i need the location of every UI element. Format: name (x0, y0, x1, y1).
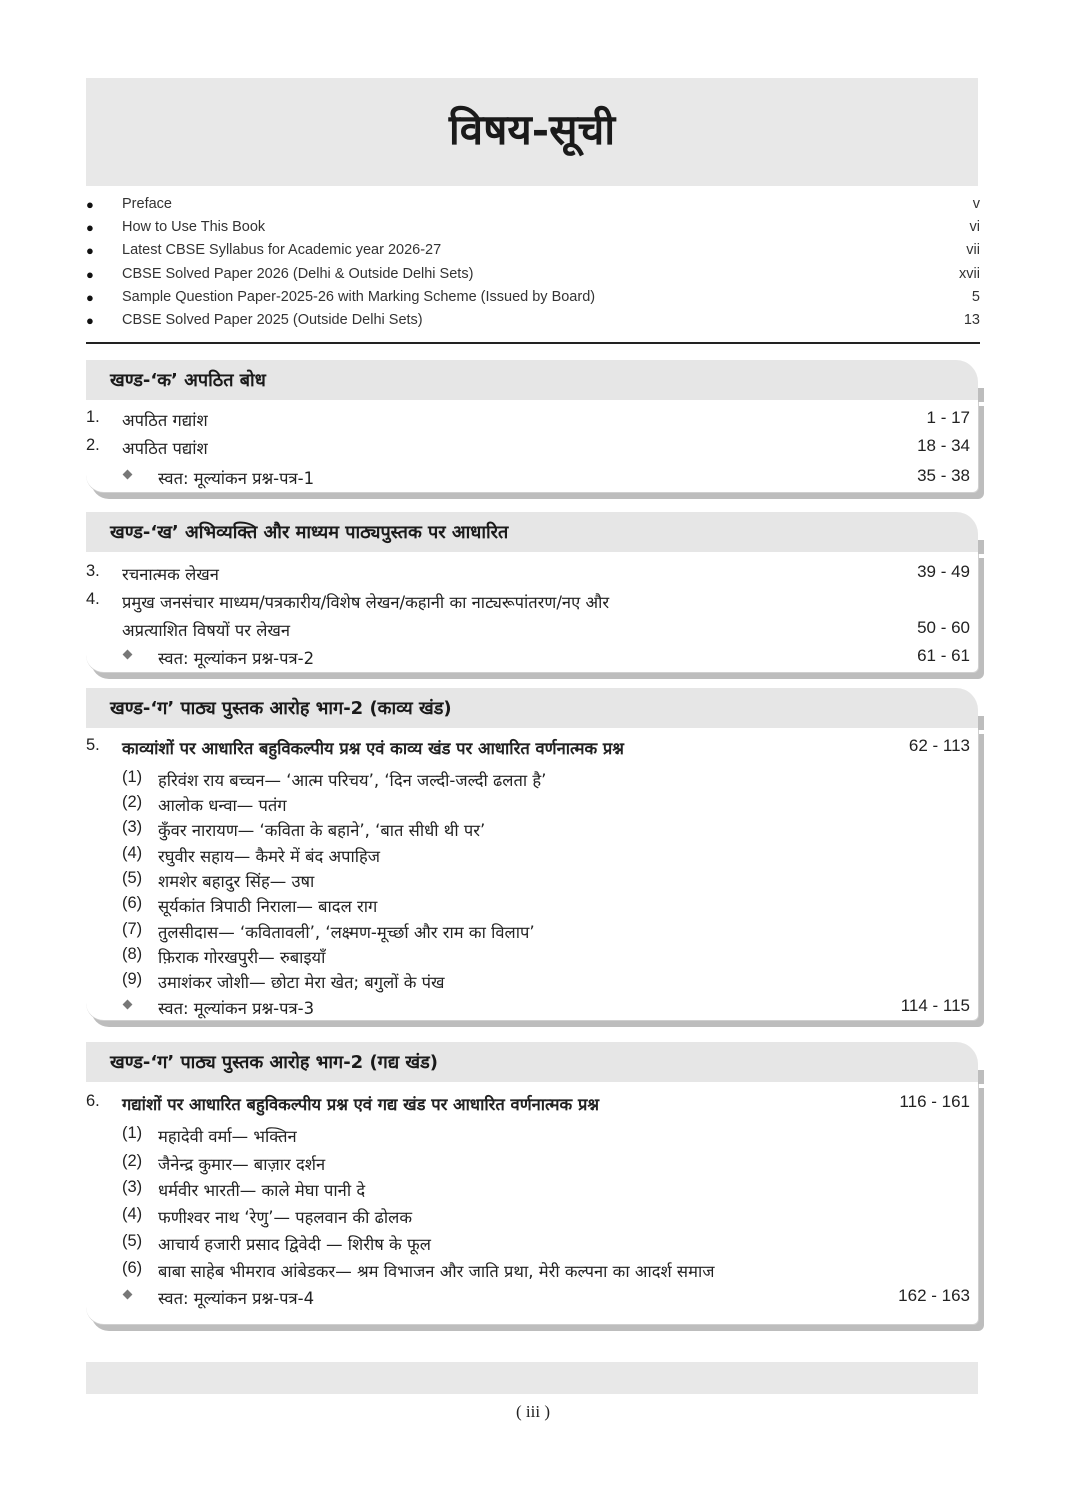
bullet-icon: ● (86, 266, 94, 282)
section-header (86, 1042, 978, 1082)
section-header (86, 360, 978, 400)
diamond-icon (123, 650, 133, 660)
prelim-item: ● CBSE Solved Paper 2026 (Delhi & Outside Delhi Sets) xvii (86, 265, 980, 282)
prelim-item: ● Latest CBSE Syllabus for Academic year 2026-27 vii (86, 242, 980, 259)
page-number: ( iii ) (516, 1402, 550, 1421)
section-ga-kavya (86, 688, 978, 1018)
prelim-item: ● How to Use This Book vi (86, 219, 980, 236)
section-title: खण्ड-‘क’ अपठित बोध (110, 370, 266, 391)
diamond-icon (123, 470, 133, 480)
bullet-icon: ● (86, 289, 94, 305)
bullet-icon: ● (86, 312, 94, 328)
page-title: विषय-सूची (448, 105, 616, 154)
bullet-icon: ● (86, 243, 94, 259)
section-body: 3. रचनात्मक लेखन 39 - 49 4. प्रमुख जनसंचार माध्यम/पत्रकारीय/विशेष लेखन/कहानी का नाट्यरूपांतरण/नए और अप्रत्याशित विषयों पर लेखन 50 - 60 स्वत: मूल्यांकन प्रश्न-पत्र-2 61 - 61 (86, 552, 979, 673)
section-ga-gadya (86, 1042, 978, 1308)
divider (86, 342, 980, 344)
footer-band (86, 1362, 978, 1394)
section-header (86, 688, 978, 728)
section-title: खण्ड-‘ख’ अभिव्यक्ति और माध्यम पाठ्यपुस्तक पर आधारित (110, 522, 509, 543)
bullet-icon: ● (86, 197, 94, 212)
section-kha (86, 512, 978, 668)
prelim-item: ● CBSE Solved Paper 2025 (Outside Delhi Sets) 13 (86, 311, 980, 328)
diamond-icon (123, 1290, 133, 1300)
prelim-item: ● Preface v (86, 196, 980, 212)
section-body: 5. काव्यांशों पर आधारित बहुविकल्पीय प्रश्न एवं काव्य खंड पर आधारित वर्णनात्मक प्रश्न 62 - 113 (1) हरिवंश राय बच्चन— ‘आत्म परिचय’, ‘दिन जल्दी-जल्दी ढलता है’ (2) आलोक धन्वा— पतंग (3) कुँवर नारायण— ‘कविता के बहाने’, ‘बात सीधी थी पर’ (4) रघुवीर सहाय— कैमरे में बंद अपाहिज (5) शमशेर बहादुर सिंह— उषा (6) सूर्यकांत त्रिपाठी निराला— बादल राग (7) तुलसीदास— ‘कवितावली’, ‘लक्ष्मण-मूर्च्छा और राम का विलाप’ (8) फ़िराक गोरखपुरी— रुबाइयाँ (9) उमाशंकर जोशी— छोटा मेरा खेत; बगुलों के पंख स्वत: मूल्यांकन प्रश्न-पत्र-3 114 - 115 (86, 728, 979, 1021)
section-title: खण्ड-‘ग’ पाठ्य पुस्तक आरोह भाग-2 (काव्य खंड) (110, 698, 452, 719)
diamond-icon (123, 1000, 133, 1010)
section-body: 6. गद्यांशों पर आधारित बहुविकल्पीय प्रश्न एवं गद्य खंड पर आधारित वर्णनात्मक प्रश्न 116 - 161 (1) महादेवी वर्मा— भक्तिन (2) जैनेन्द्र कुमार— बाज़ार दर्शन (3) धर्मवीर भारती— काले मेघा पानी दे (4) फणीश्वर नाथ ‘रेणु’— पहलवान की ढोलक (5) आचार्य हजारी प्रसाद द्विवेदी — शिरीष के फूल (6) बाबा साहेब भीमराव आंबेडकर— श्रम विभाजन और जाति प्रथा, मेरी कल्पना का आदर्श समाज स्वत: मूल्यांकन प्रश्न-पत्र-4 162 - 163 (86, 1082, 979, 1325)
section-body: 1. अपठित गद्यांश 1 - 17 2. अपठित पद्यांश 18 - 34 स्वत: मूल्यांकन प्रश्न-पत्र-1 35 - 38 (86, 400, 979, 493)
section-title: खण्ड-‘ग’ पाठ्य पुस्तक आरोह भाग-2 (गद्य खंड) (110, 1052, 439, 1073)
bullet-icon: ● (86, 220, 94, 236)
title-band (86, 78, 978, 186)
prelims-list (86, 194, 980, 333)
section-ka (86, 360, 978, 488)
prelim-item: ● Sample Question Paper-2025-26 with Marking Scheme (Issued by Board) 5 (86, 288, 980, 305)
section-header (86, 512, 978, 552)
